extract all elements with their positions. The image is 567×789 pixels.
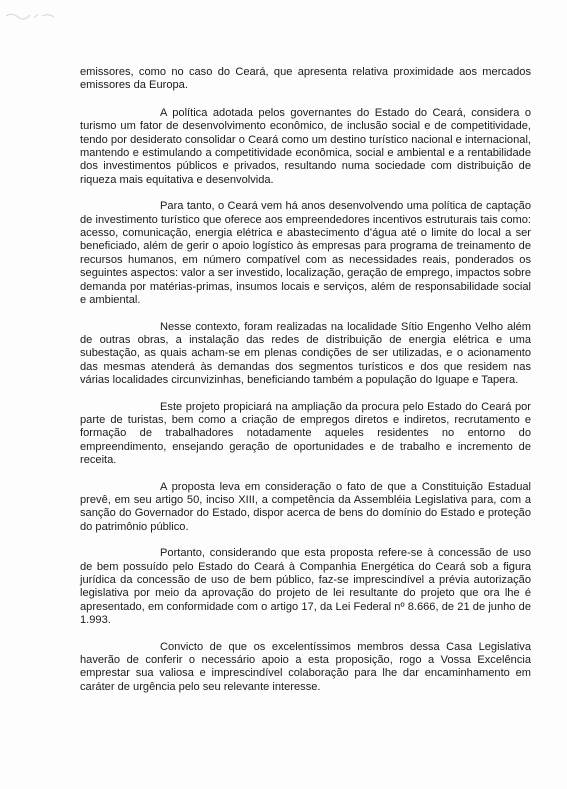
paragraph-concession: Portanto, considerando que esta proposta refere-se à concessão de uso de bem possuído pelo Estado do Ceará à Companhia Energética do Ceará sob a figura jurídica da concessão de uso de bem público, faz-se imprescindível a prévia autorização legislativa por meio da aprovação do projeto de lei resultante do projeto que ora lhe é apresentado, em conformidade com o artigo 17, da Lei Federal nº 8.666, de 21 de junho de 1.993. <box>80 547 531 627</box>
paragraph-project-benefits: Este projeto propiciará na ampliação da procura pelo Estado do Ceará por parte de turistas, bem como a criação de empregos diretos e indiretos, recrutamento e formação de trabalhadores notadamente aqueles residentes no entorno do empreendimento, ensejando geração de oportunidades e de trabalho e incremento de receita. <box>80 400 531 467</box>
paragraph-closing-request: Convicto de que os excelentíssimos membros dessa Casa Legislativa haverão de conferir o necessário apoio a esta proposição, rogo a Vossa Excelência emprestar sua valiosa e imprescindível colaboração para lhe dar encaminhamento em caráter de urgência pelo seu relevante interesse. <box>80 640 531 693</box>
paragraph-engenho-velho: Nesse contexto, foram realizadas na localidade Sítio Engenho Velho além de outras obras, a instalação das redes de distribuição de energia elétrica e uma subestação, as quais acham-se em plenas condições de ser utilizadas, e o acionamento das mesmas atenderá às demandas dos segmentos turísticos e dos que residem nas várias localidades circunvizinhas, beneficiando também a população do Iguape e Tapera. <box>80 320 531 387</box>
paragraph-investment-incentives: Para tanto, o Ceará vem há anos desenvolvendo uma política de captação de investimento turístico que oferece aos empreendedores incentivos estruturais tais como: acesso, comunicação, energia elétrica e abastecimento d’água até o limite do local a ser beneficiado, além de gerir o apoio logístico às empresas para programa de treinamento de recursos humanos, em número compatível com as necessidades reais, ponderados os seguintes aspectos: valor a ser investido, localização, geração de emprego, impactos sobre demanda por matérias-primas, insumos locais e serviços, além de responsabilidade social e ambiental. <box>80 200 531 307</box>
paragraph-tourism-policy: A política adotada pelos governantes do Estado do Ceará, considera o turismo um fator de desenvolvimento econômico, de inclusão social e de competitividade, tendo por desiderato consolidar o Ceará como um destino turístico nacional e internacional, mantendo e estimulando a competitividade econômica, social e ambiental e a rentabilidade dos investimentos públicos e privados, resultando numa sociedade com distribuição de riqueza mais equitativa e desenvolvida. <box>80 106 531 186</box>
paragraph-continuation: emissores, como no caso do Ceará, que apresenta relativa proximidade aos mercados emissores da Europa. <box>80 66 531 92</box>
document-body <box>80 66 531 707</box>
paragraph-constitution: A proposta leva em consideração o fato de que a Constituição Estadual prevê, em seu artigo 50, inciso XIII, a competência da Assembléia Legislativa para, com a sanção do Governador do Estado, dispor acerca de bens do domínio do Estado e proteção do patrimônio público. <box>80 480 531 533</box>
scan-artifact-mark <box>4 10 64 22</box>
